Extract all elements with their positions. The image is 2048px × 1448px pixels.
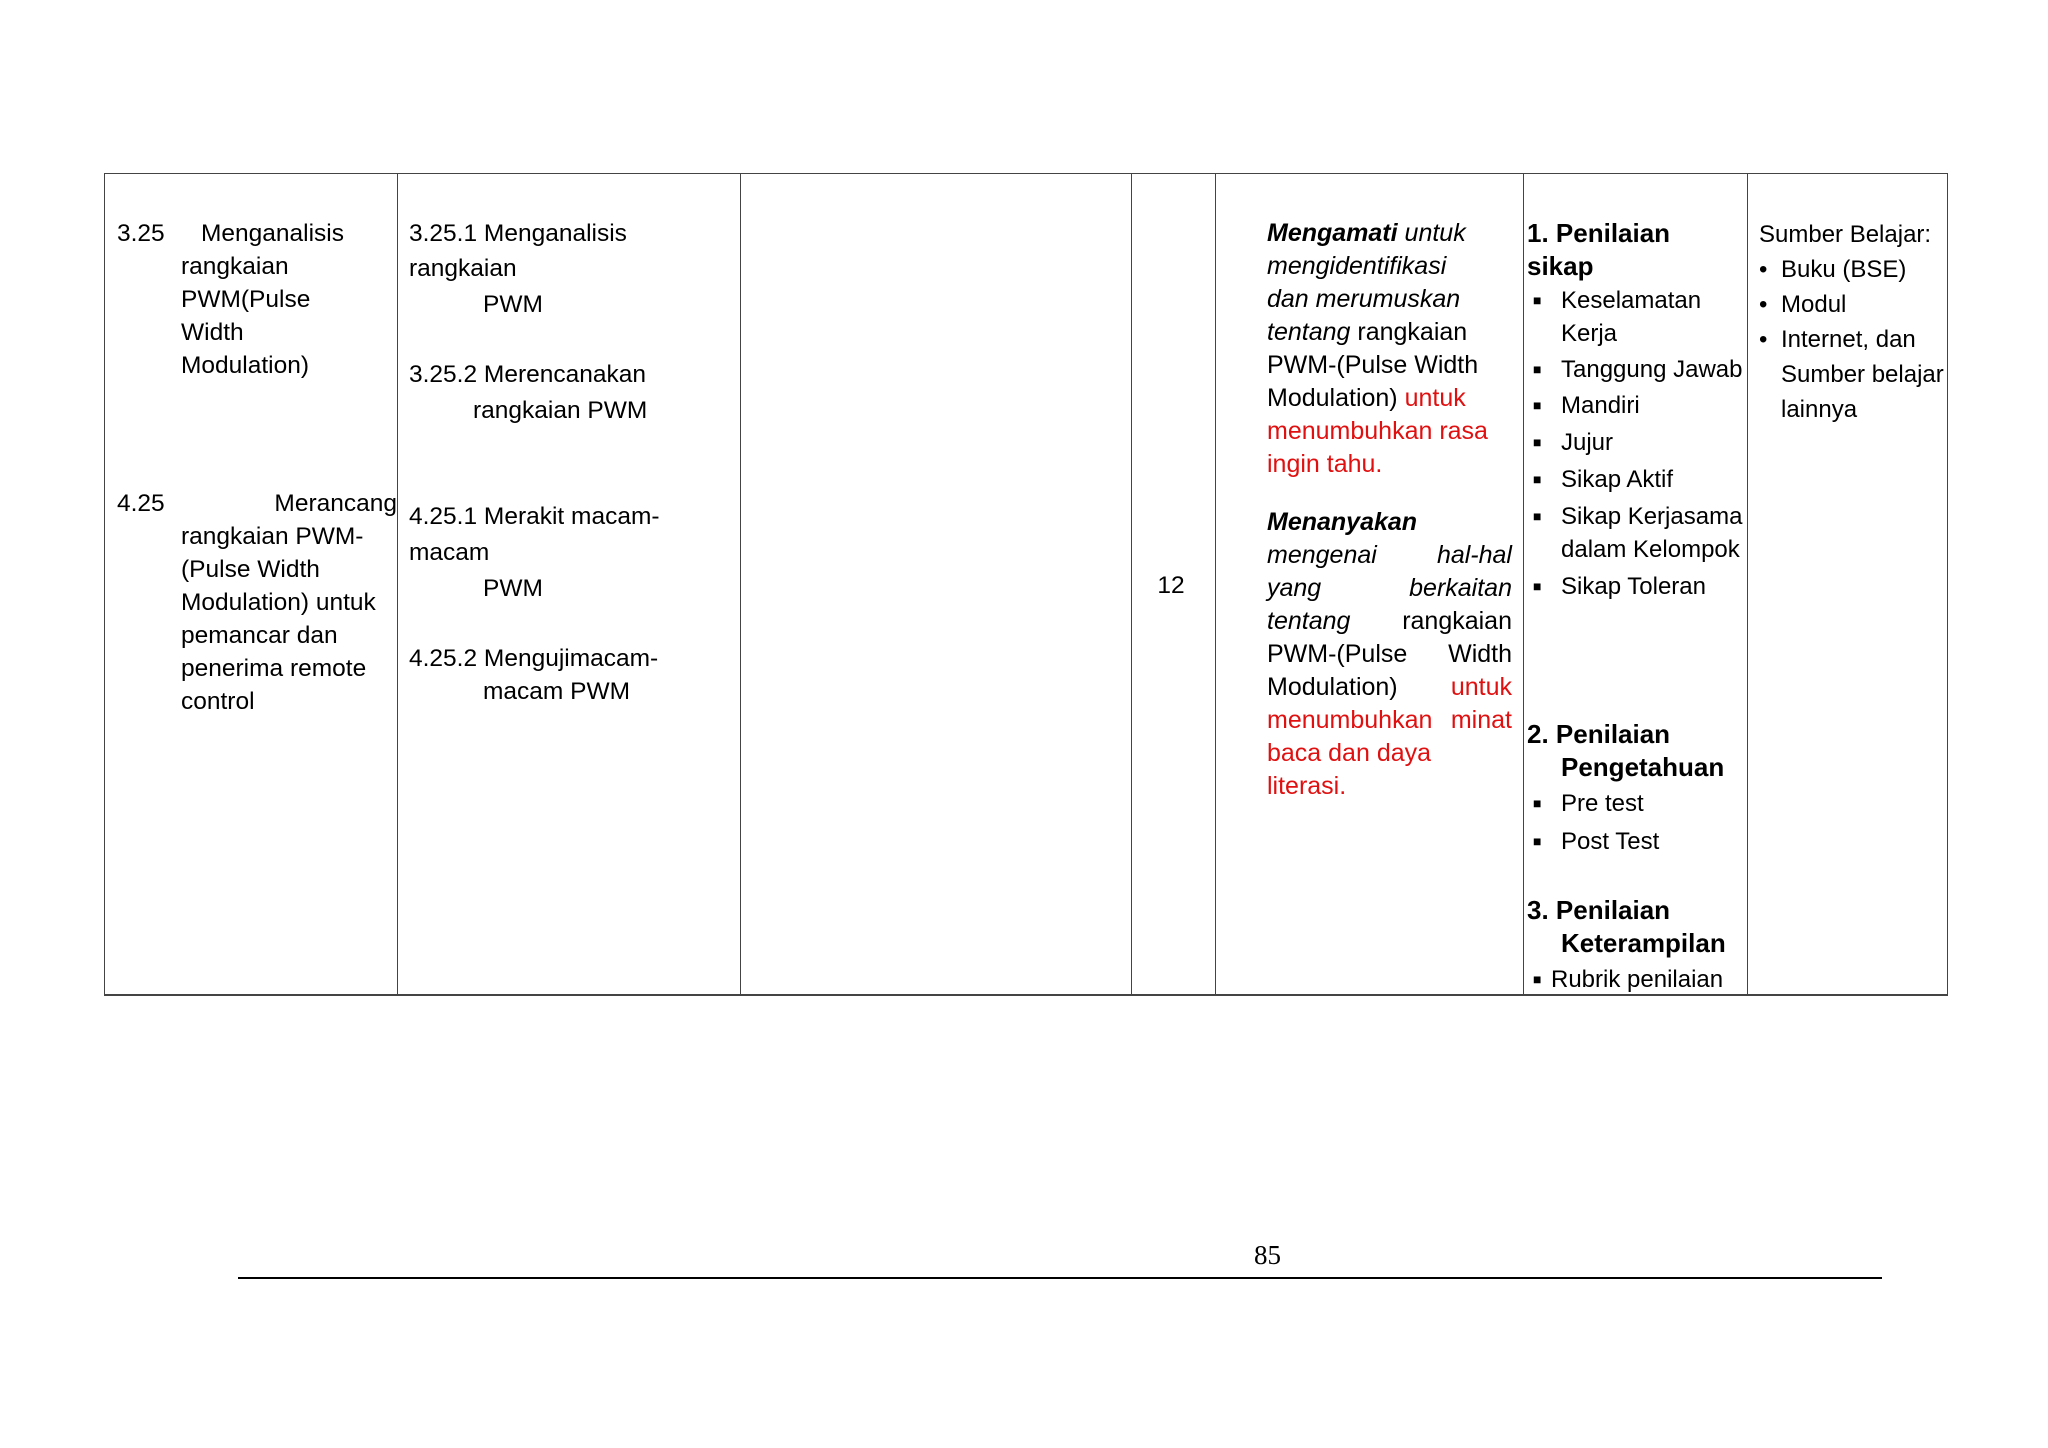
activity-text: PWM-(Pulse Width	[1267, 351, 1479, 379]
assessment-item: Keselamatan Kerja	[1561, 287, 1702, 347]
indicator-line: macam PWM	[483, 678, 630, 705]
activity-lead: Menanyakan	[1267, 508, 1418, 536]
indicator-line: PWM	[483, 575, 543, 602]
bullet-dot-icon: •	[1759, 256, 1768, 283]
activity-text: tentang	[1267, 607, 1351, 635]
assessment-heading: 3. Penilaian	[1527, 895, 1671, 925]
competency-first-word: Merancang	[274, 490, 397, 517]
activity-text: Width	[1448, 640, 1512, 668]
activity-highlight: ingin tahu.	[1267, 450, 1383, 478]
assessment-skill	[1527, 894, 1752, 996]
square-bullet-icon: ■	[1533, 397, 1542, 413]
competency-4-25	[117, 487, 397, 718]
competency-line: penerima remote	[181, 655, 367, 682]
activity-highlight: untuk	[1404, 384, 1466, 412]
assessment-heading: sikap	[1527, 251, 1594, 281]
indicator-3-25-1	[409, 217, 739, 321]
resources-list	[1759, 217, 1949, 427]
assessment-heading: 1. Penilaian	[1527, 218, 1671, 248]
assessment-item: Post Test	[1561, 828, 1660, 855]
indicator-line: PWM	[483, 291, 543, 318]
resource-item: Buku (BSE)	[1781, 256, 1907, 283]
square-bullet-icon: ■	[1533, 833, 1542, 849]
indicator-line: 3.25.1 Menganalisis	[409, 220, 627, 247]
competency-line: Width	[181, 319, 244, 346]
column-divider	[1523, 174, 1524, 994]
competency-line: Modulation) untuk	[181, 589, 376, 616]
competency-line: (Pulse Width	[181, 556, 320, 583]
resources-title: Sumber Belajar:	[1759, 221, 1932, 248]
indicator-line: rangkaian	[409, 255, 517, 282]
activity-text: PWM-(Pulse	[1267, 640, 1408, 668]
activity-lead: Mengamati	[1267, 219, 1398, 247]
indicator-3-25-2	[409, 358, 739, 427]
activity-ask	[1267, 506, 1512, 803]
square-bullet-icon: ■	[1533, 361, 1542, 377]
activity-text: rangkaian	[1357, 318, 1468, 346]
assessment-item: Jujur	[1561, 429, 1614, 456]
square-bullet-icon: ■	[1533, 434, 1542, 450]
activity-highlight: menumbuhkan	[1267, 706, 1433, 734]
assessment-heading: Pengetahuan	[1561, 752, 1725, 782]
activity-text: tentang	[1267, 318, 1351, 346]
competency-line: control	[181, 688, 255, 715]
activity-text: Modulation)	[1267, 384, 1398, 412]
activity-text: berkaitan	[1409, 574, 1512, 602]
indicator-4-25-1	[409, 500, 739, 605]
activity-highlight: baca dan daya literasi.	[1267, 739, 1432, 800]
competency-line: Modulation)	[181, 352, 310, 379]
activity-highlight: menumbuhkan rasa	[1267, 417, 1488, 445]
footer-rule	[238, 1277, 1882, 1279]
square-bullet-icon: ■	[1533, 292, 1542, 308]
competency-lines	[117, 250, 392, 382]
activity-highlight: minat	[1450, 706, 1512, 734]
column-divider	[1215, 174, 1216, 994]
competency-line: rangkaian	[181, 253, 289, 280]
competency-number: 4.25	[117, 490, 165, 517]
competency-line: pemancar dan	[181, 622, 338, 649]
competency-lines	[117, 520, 397, 718]
assessment-item: Sikap Kerjasama dalam Kelompok	[1561, 503, 1743, 563]
activity-text: rangkaian	[1402, 607, 1512, 635]
time-allocation: 12	[1157, 572, 1185, 599]
indicator-line: macam	[409, 539, 490, 566]
activity-text: mengidentifikasi	[1267, 252, 1447, 280]
activity-text: mengenai	[1267, 541, 1377, 569]
activity-text: hal-hal	[1436, 541, 1512, 569]
resource-item: Modul	[1781, 291, 1847, 318]
activity-text: Modulation)	[1267, 673, 1398, 701]
assessment-item: Rubrik penilaian	[1551, 966, 1724, 993]
page-number: 85	[1254, 1240, 1281, 1270]
competency-3-25	[117, 217, 392, 382]
assessment-item: Pre test	[1561, 790, 1644, 817]
assessment-heading: 2. Penilaian	[1527, 719, 1671, 749]
column-divider	[740, 174, 741, 994]
indicator-line: 3.25.2 Merencanakan	[409, 361, 646, 388]
assessment-attitude	[1527, 217, 1752, 603]
assessment-item: Sikap Aktif	[1561, 466, 1674, 493]
square-bullet-icon: ■	[1533, 971, 1542, 987]
resource-item: Internet, dan Sumber belajar lainnya	[1781, 326, 1944, 423]
competency-first-word: Menganalisis	[201, 220, 344, 247]
activity-text: untuk	[1404, 219, 1466, 247]
bullet-dot-icon: •	[1759, 291, 1768, 318]
square-bullet-icon: ■	[1533, 471, 1542, 487]
indicator-line: 4.25.2 Mengujimacam-	[409, 645, 659, 672]
square-bullet-icon: ■	[1533, 508, 1542, 524]
assessment-heading: Keterampilan	[1561, 928, 1726, 958]
assessment-knowledge	[1527, 718, 1752, 858]
indicator-line: 4.25.1 Merakit macam-	[409, 503, 660, 530]
competency-number: 3.25	[117, 220, 165, 247]
activity-observe	[1267, 217, 1512, 481]
activity-text: dan merumuskan	[1267, 285, 1461, 313]
activity-text: yang	[1267, 574, 1322, 602]
competency-line: PWM(Pulse	[181, 286, 311, 313]
column-divider	[397, 174, 398, 994]
assessment-item: Tanggung Jawab	[1561, 356, 1743, 383]
square-bullet-icon: ■	[1533, 795, 1542, 811]
syllabus-table	[104, 173, 1948, 996]
assessment-item: Sikap Toleran	[1561, 573, 1706, 600]
activity-highlight: untuk	[1450, 673, 1512, 701]
indicator-4-25-2	[409, 642, 739, 708]
square-bullet-icon: ■	[1533, 578, 1542, 594]
bullet-dot-icon: •	[1759, 326, 1768, 353]
competency-line: rangkaian PWM-	[181, 523, 364, 550]
indicator-line: rangkaian PWM	[473, 397, 648, 424]
assessment-item: Mandiri	[1561, 392, 1640, 419]
